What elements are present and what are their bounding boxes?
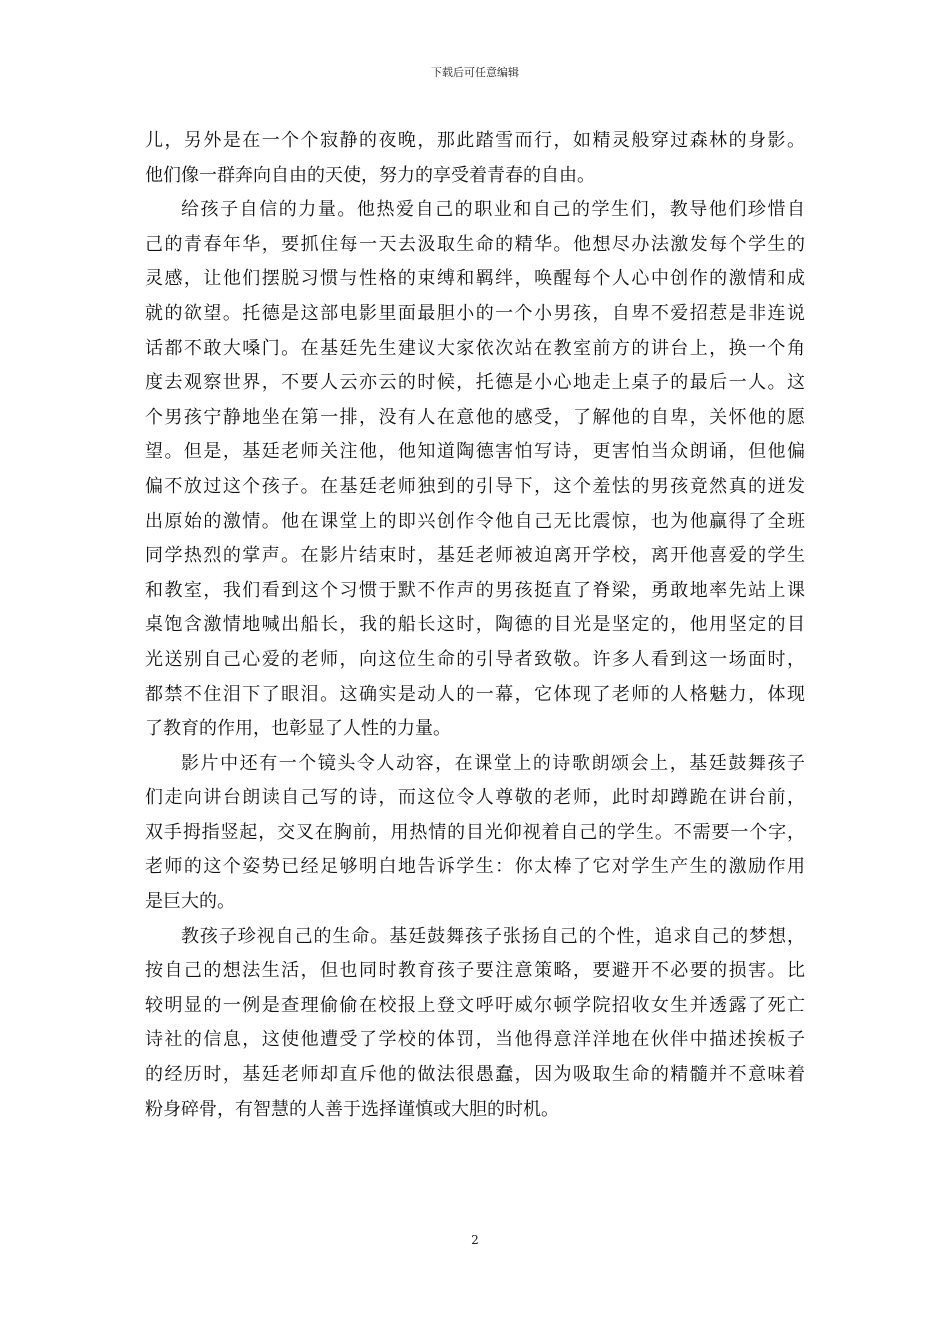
text-line: 儿，另外是在一个个寂静的夜晚，那此踏雪而行，如精灵般穿过森林的身影。 xyxy=(145,130,805,151)
text-line: 们走向讲台朗读自己写的诗，而这位令人尊敬的老师，此时却蹲跪在讲台前， xyxy=(145,787,805,809)
text-line: 望。但是，基廷老师关注他，他知道陶德害怕写诗，更害怕当众朗诵，但他偏 xyxy=(145,441,805,463)
text-line: 偏不放过这个孩子。在基廷老师独到的引导下，这个羞怯的男孩竟然真的迸发 xyxy=(145,475,805,497)
text-line: 就的欲望。托德是这部电影里面最胆小的一个小男孩，自卑不爱招惹是非连说 xyxy=(145,302,805,324)
text-line: 他们像一群奔向自由的天使，努力的享受着青春的自由。 xyxy=(145,164,595,186)
paragraph-start-line: 影片中还有一个镜头令人动容，在课堂上的诗歌朗颂会上，基廷鼓舞孩子 xyxy=(181,752,805,774)
text-line: 诗社的信息，这使他遭受了学校的体罚，当他得意洋洋地在伙伴中描述挨板子 xyxy=(145,1029,805,1051)
text-line: 粉身碎骨，有智慧的人善于选择谨慎或大胆的时机。 xyxy=(145,1098,559,1120)
text-line: 出原始的激情。他在课堂上的即兴创作令他自己无比震惊，也为他赢得了全班 xyxy=(145,510,805,532)
text-line: 己的青春年华，要抓住每一天去汲取生命的精华。他想尽办法激发每个学生的 xyxy=(145,233,805,255)
text-line: 的经历时，基廷老师却直斥他的做法很愚蠢，因为吸取生命的精髓并不意味着 xyxy=(145,1064,805,1086)
paragraph-start-line: 教孩子珍视自己的生命。基廷鼓舞孩子张扬自己的个性，追求自己的梦想， xyxy=(181,925,805,947)
text-line: 桌饱含激情地喊出船长，我的船长这时，陶德的目光是坚定的，他用坚定的目 xyxy=(145,614,805,636)
text-line: 双手拇指竖起，交叉在胸前，用热情的目光仰视着自己的学生。不需要一个字， xyxy=(145,821,805,843)
page-header: 下载后可任意编辑 xyxy=(431,66,519,79)
text-line: 光送别自己心爱的老师，向这位生命的引导者致敬。许多人看到这一场面时， xyxy=(145,648,805,670)
text-line: 都禁不住泪下了眼泪。这确实是动人的一幕，它体现了老师的人格魅力，体现 xyxy=(145,683,805,705)
text-line: 个男孩宁静地坐在第一排，没有人在意他的感受，了解他的自卑，关怀他的愿 xyxy=(145,406,805,428)
body-text xyxy=(145,124,805,1127)
paragraph-start-line: 给孩子自信的力量。他热爱自己的职业和自己的学生们，教导他们珍惜自 xyxy=(181,199,805,221)
text-line: 和教室，我们看到这个习惯于默不作声的男孩挺直了脊梁，勇敢地率先站上课 xyxy=(145,579,805,601)
text-line: 同学热烈的掌声。在影片结束时，基廷老师被迫离开学校，离开他喜爱的学生 xyxy=(145,545,805,567)
text-line: 按自己的想法生活，但也同时教育孩子要注意策略，要避开不必要的损害。比 xyxy=(145,960,805,982)
text-line: 话都不敢大嗓门。在基廷先生建议大家依次站在教室前方的讲台上，换一个角 xyxy=(145,337,805,359)
text-line: 灵感，让他们摆脱习惯与性格的束缚和羁绊，唤醒每个人心中创作的激情和成 xyxy=(145,268,805,290)
text-line: 度去观察世界，不要人云亦云的时候，托德是小心地走上桌子的最后一人。这 xyxy=(145,372,805,394)
text-line: 了教育的作用，也彰显了人性的力量。 xyxy=(145,718,451,740)
text-line: 较明显的一例是查理偷偷在校报上登文呼吁威尔顿学院招收女生并透露了死亡 xyxy=(145,994,805,1016)
page-number: 2 xyxy=(471,1233,479,1247)
text-line: 老师的这个姿势已经足够明白地告诉学生：你太棒了它对学生产生的激励作用 xyxy=(145,856,805,878)
text-line: 是巨大的。 xyxy=(145,891,235,913)
